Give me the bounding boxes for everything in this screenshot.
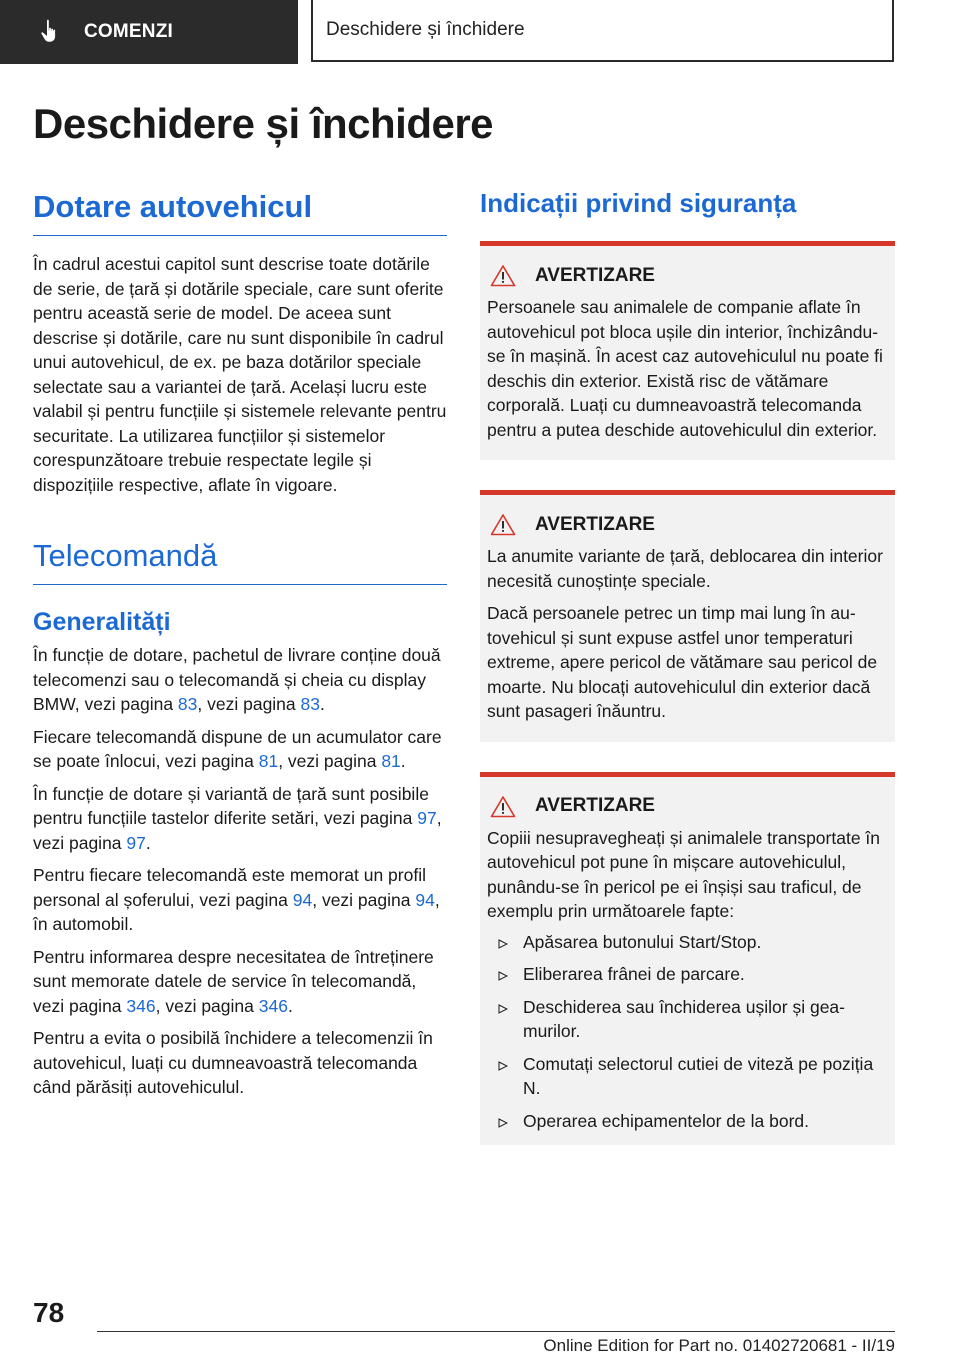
warning-label: AVERTIZARE [535,513,655,535]
paragraph-3 [33,782,447,856]
right-column [480,188,895,1145]
section-tab [0,0,298,64]
page-link[interactable]: 97 [126,832,146,853]
warning-text: La anumite variante de țară, deblocarea din interior necesită cunoștințe speciale. [487,546,883,591]
bullet-triangle-icon [498,1061,508,1071]
warning-header [487,513,887,536]
bullet-triangle-icon [498,1004,508,1014]
text: . [145,832,151,853]
text: , vezi pagina [312,889,416,910]
list-item [487,962,887,987]
text: . [319,694,325,715]
warning-label: AVERTIZARE [535,264,655,286]
list-item-text: Eliberarea frânei de parcare. [523,964,745,985]
text: . [400,751,406,772]
warning-text: Persoanele sau animalele de companie aflate în autovehicul pot bloca ușile din interior, închizându-se în mașină. În acest caz autovehiculul nu poate fi deschis din exterior. Există risc de vătămare corporală. Luați cu dumneavoastră telecomanda pentru a putea deschide autovehiculul din exterior. [487,297,883,440]
warning-label: AVERTIZARE [535,795,655,817]
warning-triangle-icon [490,795,516,818]
breadcrumb-text: Deschidere și închidere [326,19,525,40]
page-link[interactable]: 81 [381,751,401,772]
warning-triangle-icon [490,264,516,287]
paragraph-4 [33,863,447,937]
page-link[interactable]: 346 [258,995,288,1016]
text: , vezi pagina [155,995,259,1016]
warning-header [487,795,887,818]
paragraph-dotare: În cadrul acestui capitol sunt descrise toate dotările de serie, de țară și dotările speciale, care sunt oferite pentru această serie de model. De aceea sunt descrise și dotările, care nu sunt disponibile în cadrul unui autovehicul, de ex. pe baza dotărilor speciale selectate sau a variantei de țară. Același lucru este valabil și pentru funcțiile și sistemele relevante pentru securitate. La utilizarea funcțiilor și sistemelor corespunzătoare trebuie respectate legile și dispozițiile respective, aflate în vigoare. [33,254,447,495]
text: Pentru informarea despre necesitatea de întreținere sunt memorate datele de service în telecomandă, vezi pagina [33,946,434,1016]
paragraph-2 [33,725,447,774]
paragraph-1 [33,643,447,717]
section-label: COMENZI [84,21,174,42]
hand-pointer-icon [40,19,62,45]
page-link[interactable]: 83 [177,694,198,715]
text: Pentru fiecare telecomandă este memorat un profil personal al șoferului, vezi pagina [33,865,426,910]
warning-triangle-icon [490,513,516,536]
subsection-title-generalitati: Generalități [33,608,171,637]
section-title-telecomanda: Telecomandă [33,537,447,585]
page-link[interactable]: 81 [258,751,279,772]
text: . [287,995,293,1016]
list-item-text: Apăsarea butonului Start/Stop. [523,931,762,952]
breadcrumb [311,0,894,62]
warning-text: Copiii nesupravegheați și animalele transportate în autovehicul pot pune în mișcare autovehiculul, punându-se în pericol pe ei înșiși sau traficul, de exemplu prin următoarele fapte: [487,827,881,922]
page-link[interactable]: 97 [417,808,437,829]
list-item [487,995,887,1044]
list-item-text: Operarea echipamentelor de la bord. [523,1110,810,1131]
list-item [487,930,887,955]
warning-box-3 [480,772,895,1146]
footer-edition: Online Edition for Part no. 01402720681 - II/19 [543,1336,895,1355]
text: În funcție de dotare, pachetul de livrare conține două telecomenzi sau o telecomandă și cheia cu display BMW, vezi pagina [33,645,441,715]
page-number: 78 [33,1297,65,1328]
paragraph-5 [33,945,447,1019]
footer-divider [97,1331,895,1332]
bullet-triangle-icon [498,939,508,949]
list-item [487,1052,887,1101]
text: Fiecare telecomandă dispune de un acumulator care se poate înlocui, vezi pagina [33,726,442,772]
left-column [33,188,447,1100]
page-link[interactable]: 94 [292,889,313,910]
list-item-text: Comutați selectorul cutiei de viteză pe poziția N. [523,1053,874,1099]
paragraph-6: Pentru a evita o posibilă închidere a telecomenzii în autovehicul, luați cu dumneavoastră telecomanda când părăsiți autovehiculul. [33,1028,433,1098]
bullet-triangle-icon [498,971,508,981]
list-item-text: Deschiderea sau închiderea ușilor și geamurilor. [523,996,845,1042]
bullet-triangle-icon [498,1118,508,1128]
warning-box-1 [480,241,895,460]
text: , vezi pagina [278,751,382,772]
warning-header [487,264,887,287]
text: , vezi pagina [197,694,301,715]
list-item [487,1109,887,1134]
text: , vezi pagina [33,808,442,853]
bullet-list [487,930,887,1134]
section-title-siguranta: Indicații privind siguranța [480,188,797,218]
page-link[interactable]: 83 [300,694,320,715]
section-title-dotare: Dotare autovehicul [33,188,447,236]
text: , în automobil. [33,889,440,935]
warning-text: Dacă persoanele petrec un timp mai lung în autovehicul și sunt expuse astfel unor temperaturi extreme, apere pericol de vătămare sau pericol de moarte. Nu blocați autovehiculul din exterior dacă sunt pasageri înăuntru. [487,603,878,722]
page-title: Deschidere și închidere [33,100,494,147]
warning-box-2 [480,490,895,742]
page-link[interactable]: 94 [415,889,435,910]
text: În funcție de dotare și variantă de țară sunt posibile pentru funcțiile tastelor diferite setări, vezi pagina [33,783,429,829]
page-link[interactable]: 346 [126,995,156,1016]
